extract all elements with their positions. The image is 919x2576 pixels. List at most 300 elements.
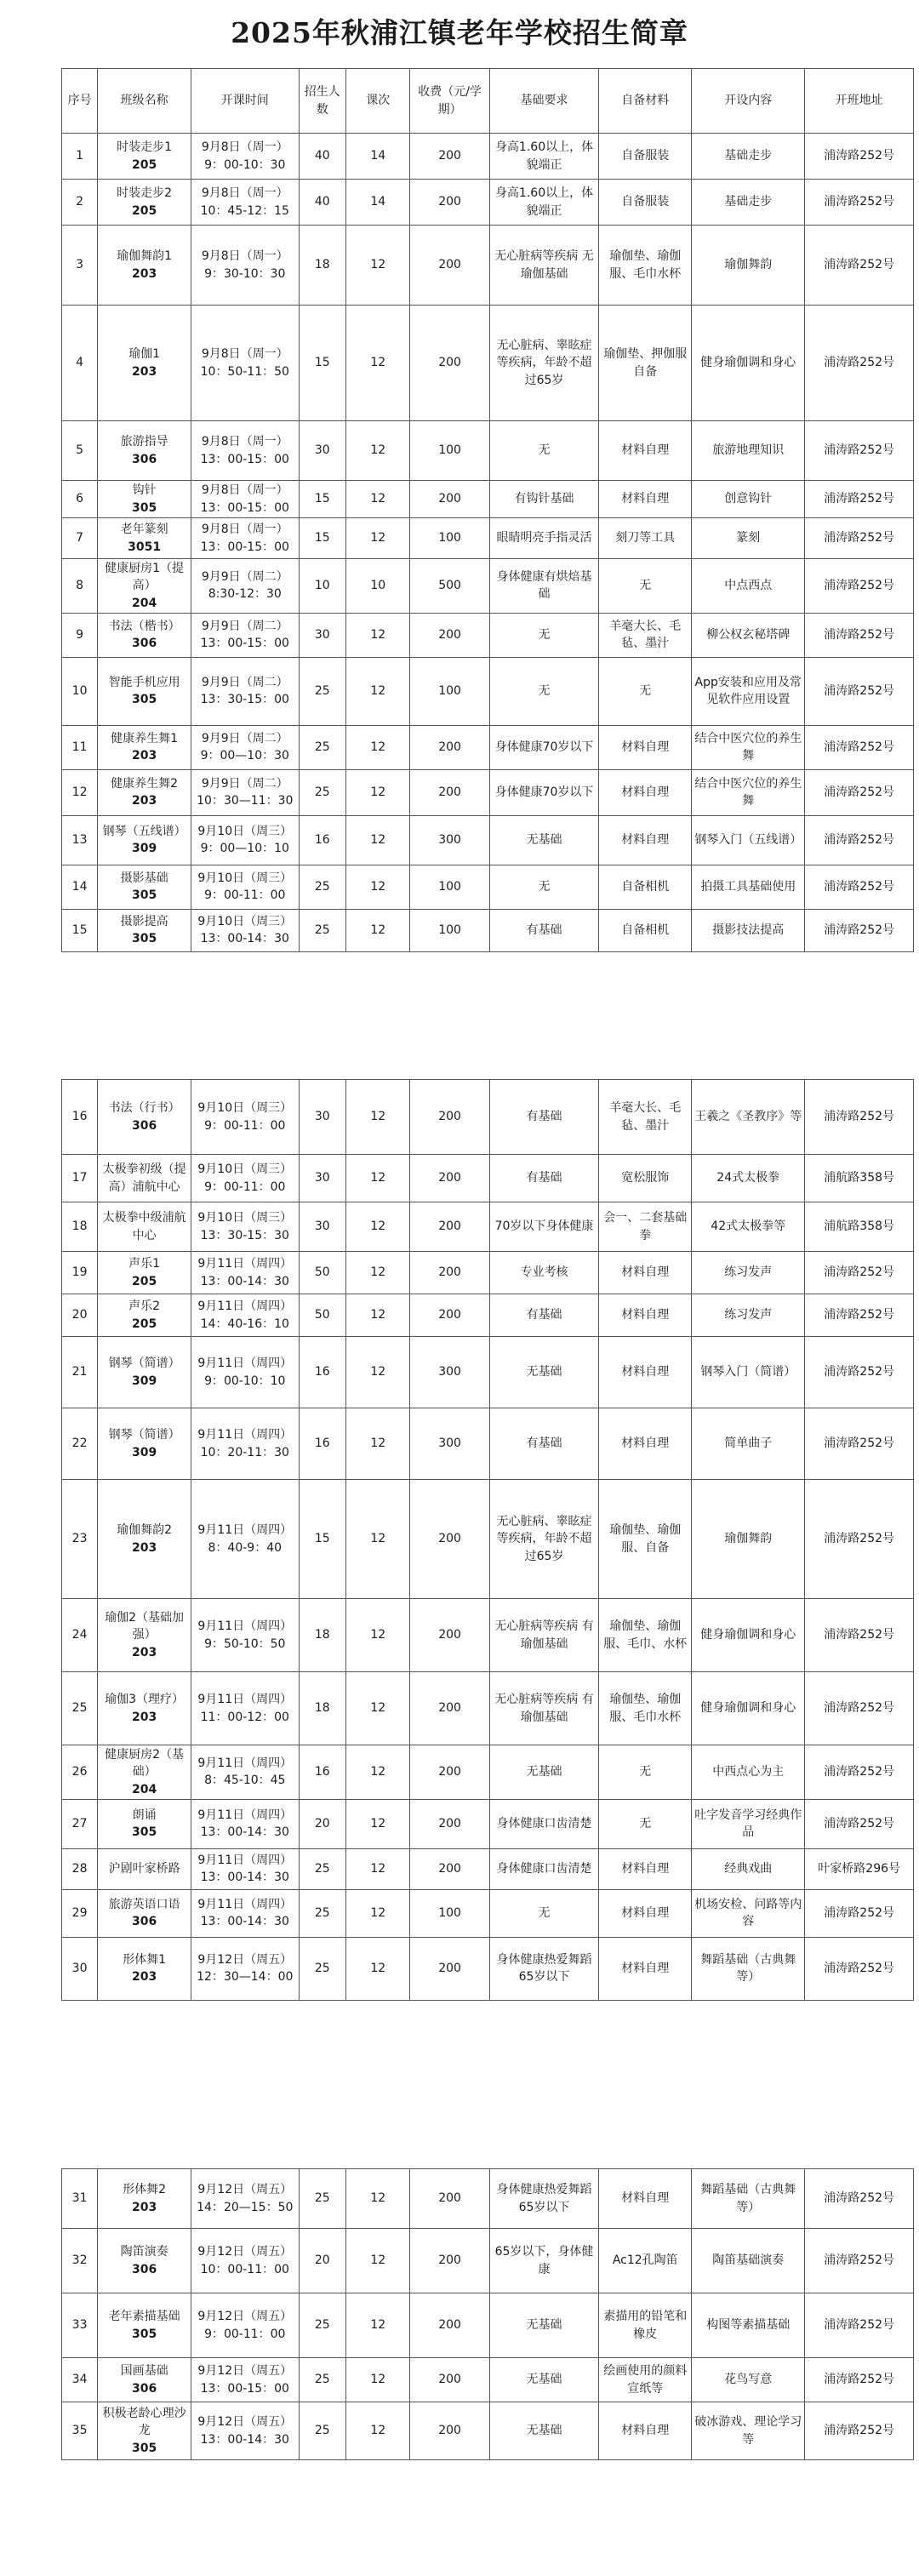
course-content-cell: 练习发声: [692, 1294, 805, 1337]
address-cell: 浦涛路252号: [805, 2293, 914, 2358]
enrollment-count-cell: 16: [299, 1337, 345, 1408]
class-room: 305: [131, 932, 157, 946]
class-name-cell: [98, 865, 191, 909]
class-name: 智能手机应用: [108, 676, 180, 690]
column-header-session-count: 课次: [346, 69, 410, 134]
enrollment-count-cell: 16: [299, 1408, 345, 1480]
course-content-cell: 旅游地理知识: [692, 421, 805, 481]
address-cell: 浦涛路252号: [805, 2169, 914, 2229]
start-date: 9月12日（周五）: [197, 2183, 293, 2197]
class-name-cell: [98, 1408, 191, 1480]
row-number-cell: 4: [62, 306, 98, 421]
requirements-cell: 无: [489, 421, 599, 481]
class-name-cell: [98, 1202, 191, 1252]
requirements-cell: 无基础: [489, 1745, 599, 1800]
class-room: 203: [131, 1645, 157, 1659]
requirements-cell: 身高1.60以上，体貌端正: [489, 134, 599, 180]
class-name: 声乐1: [128, 1257, 161, 1271]
materials-cell: 羊毫大长、毛毡、墨汁: [599, 1080, 692, 1155]
class-name-cell: [98, 180, 191, 226]
course-content-cell: 练习发声: [692, 1252, 805, 1294]
start-date: 9月8日（周一）: [201, 483, 288, 498]
materials-cell: 无: [599, 657, 692, 725]
class-name-cell: [98, 1799, 191, 1848]
class-room: 306: [131, 2381, 157, 2396]
enrollment-count-cell: 15: [299, 518, 345, 559]
class-room: 309: [131, 1445, 157, 1459]
course-content-cell: 简单曲子: [692, 1408, 805, 1480]
materials-cell: 材料自理: [599, 481, 692, 518]
class-name: 老年素描基础: [108, 2310, 180, 2324]
course-content-cell: 42式太极拳等: [692, 1202, 805, 1252]
enrollment-count-cell: 25: [299, 657, 345, 725]
enrollment-count-cell: 18: [299, 226, 345, 306]
table-row: [62, 865, 914, 909]
requirements-cell: 无基础: [489, 2293, 599, 2358]
class-name-cell: [98, 1889, 191, 1937]
course-content-cell: 基础走步: [692, 134, 805, 180]
table-row: [62, 909, 914, 951]
class-room: 305: [131, 888, 157, 903]
table-row: [62, 1599, 914, 1672]
session-count-cell: 12: [346, 421, 410, 481]
fee-cell: 200: [410, 2293, 489, 2358]
address-cell: 浦涛路252号: [805, 1337, 914, 1408]
materials-cell: 绘画使用的颜料宣纸等: [599, 2358, 692, 2402]
class-room: 306: [131, 1118, 157, 1133]
enrollment-count-cell: 30: [299, 1080, 345, 1155]
materials-cell: 自备相机: [599, 865, 692, 909]
class-name-cell: [98, 815, 191, 865]
start-time-cell: [191, 1848, 300, 1889]
requirements-cell: 无基础: [489, 1337, 599, 1408]
class-name: 健康养生舞1: [111, 732, 179, 746]
start-time-cell: [191, 1480, 300, 1599]
table-row: [62, 421, 914, 481]
requirements-cell: 70岁以下身体健康: [489, 1202, 599, 1252]
session-count-cell: 12: [346, 1252, 410, 1294]
start-time: 13：00-15：00: [200, 2381, 289, 2396]
class-name: 太极拳初级（提高）浦航中心: [102, 1162, 186, 1194]
class-name-cell: [98, 725, 191, 769]
row-number-cell: 22: [62, 1408, 98, 1480]
class-room: 203: [131, 2200, 157, 2214]
course-content-cell: 陶笛基础演奏: [692, 2229, 805, 2293]
course-content-cell: 摄影技法提高: [692, 909, 805, 951]
materials-cell: Ac12孔陶笛: [599, 2229, 692, 2293]
course-content-cell: 吐字发音学习经典作品: [692, 1799, 805, 1848]
row-number-cell: 16: [62, 1080, 98, 1155]
row-number-cell: 28: [62, 1848, 98, 1889]
class-name-cell: [98, 134, 191, 180]
fee-cell: 200: [410, 134, 489, 180]
fee-cell: 200: [410, 306, 489, 421]
table-row: [62, 1672, 914, 1745]
table-row: [62, 180, 914, 226]
fee-cell: 200: [410, 226, 489, 306]
course-content-cell: 拍摄工具基础使用: [692, 865, 805, 909]
enrollment-count-cell: 25: [299, 909, 345, 951]
course-content-cell: 瑜伽舞韵: [692, 226, 805, 306]
fee-cell: 300: [410, 815, 489, 865]
session-count-cell: 12: [346, 769, 410, 815]
start-date: 9月11日（周四）: [197, 1619, 293, 1634]
session-count-cell: 14: [346, 134, 410, 180]
start-time: 8：40-9：40: [208, 1540, 283, 1555]
course-content-cell: 结合中医穴位的养生舞: [692, 725, 805, 769]
class-room: 203: [131, 1970, 157, 1985]
class-name: 健康厨房2（基础）: [105, 1748, 185, 1779]
start-date: 9月8日（周一）: [201, 347, 288, 362]
materials-cell: 材料自理: [599, 769, 692, 815]
table-row: [62, 1408, 914, 1480]
class-name-cell: [98, 2229, 191, 2293]
class-name-cell: [98, 2293, 191, 2358]
start-time-cell: [191, 613, 300, 657]
class-name-cell: [98, 1937, 191, 2000]
address-cell: 浦涛路252号: [805, 1889, 914, 1937]
start-time: 9：30-10：30: [204, 266, 286, 281]
start-date: 9月11日（周四）: [197, 1853, 293, 1868]
requirements-cell: 无基础: [489, 2358, 599, 2402]
start-time-cell: [191, 518, 300, 559]
requirements-cell: 身体健康有烘焙基础: [489, 559, 599, 614]
start-date: 9月11日（周四）: [197, 1523, 293, 1538]
fee-cell: 200: [410, 1480, 489, 1599]
materials-cell: 材料自理: [599, 815, 692, 865]
class-room: 204: [131, 1782, 157, 1796]
start-date: 9月9日（周二）: [201, 570, 288, 585]
start-date: 9月11日（周四）: [197, 1898, 293, 1912]
start-time: 14：40-16：10: [200, 1317, 289, 1331]
start-date: 9月11日（周四）: [197, 1428, 293, 1442]
course-content-cell: 经典戏曲: [692, 1848, 805, 1889]
class-name: 国画基础: [120, 2364, 168, 2379]
class-name: 时装走步1: [117, 140, 173, 155]
table-row: [62, 134, 914, 180]
start-time: 9：00—10：30: [200, 749, 289, 763]
row-number-cell: 3: [62, 226, 98, 306]
table-row: [62, 1480, 914, 1599]
address-cell: 浦涛路252号: [805, 1745, 914, 1800]
session-count-cell: 12: [346, 909, 410, 951]
address-cell: 浦涛路252号: [805, 1672, 914, 1745]
class-name-cell: [98, 909, 191, 951]
session-count-cell: 12: [346, 1202, 410, 1252]
fee-cell: 300: [410, 1408, 489, 1480]
requirements-cell: 无基础: [489, 815, 599, 865]
fee-cell: 200: [410, 1155, 489, 1202]
table-row: [62, 1745, 914, 1800]
materials-cell: 材料自理: [599, 1937, 692, 2000]
fee-cell: 200: [410, 1252, 489, 1294]
start-time-cell: [191, 180, 300, 226]
table-row: [62, 657, 914, 725]
class-name-cell: [98, 518, 191, 559]
materials-cell: 自备相机: [599, 909, 692, 951]
class-room: 306: [131, 637, 157, 651]
start-date: 9月12日（周五）: [197, 1953, 293, 1968]
course-content-cell: 钢琴入门（五线谱）: [692, 815, 805, 865]
table-header-row: [62, 69, 914, 134]
class-name: 陶笛演奏: [120, 2245, 168, 2259]
class-room: 203: [131, 364, 157, 379]
row-number-cell: 17: [62, 1155, 98, 1202]
materials-cell: 瑜伽垫、瑜伽服、毛巾水杯: [599, 226, 692, 306]
table-row: [62, 481, 914, 518]
start-time: 10：45-12：15: [200, 203, 289, 218]
class-name-cell: [98, 657, 191, 725]
class-name: 老年篆刻: [120, 523, 168, 537]
enrollment-count-cell: 25: [299, 2169, 345, 2229]
class-name-cell: [98, 1155, 191, 1202]
class-room: 305: [131, 2441, 157, 2455]
table-row: [62, 725, 914, 769]
enrollment-count-cell: 18: [299, 1672, 345, 1745]
session-count-cell: 12: [346, 1294, 410, 1337]
table-row: [62, 1294, 914, 1337]
requirements-cell: 无: [489, 657, 599, 725]
class-room: 203: [131, 266, 157, 281]
session-count-cell: 12: [346, 1480, 410, 1599]
address-cell: 浦涛路252号: [805, 1799, 914, 1848]
start-time-cell: [191, 1599, 300, 1672]
enrollment-count-cell: 40: [299, 180, 345, 226]
class-room: 306: [131, 2262, 157, 2276]
address-cell: 浦涛路252号: [805, 518, 914, 559]
row-number-cell: 25: [62, 1672, 98, 1745]
start-time: 13：00-14：30: [200, 932, 289, 946]
fee-cell: 200: [410, 2402, 489, 2460]
materials-cell: 瑜伽垫、押伽服自备: [599, 306, 692, 421]
materials-cell: 材料自理: [599, 2402, 692, 2460]
requirements-cell: 65岁以下，身体健康: [489, 2229, 599, 2293]
start-date: 9月8日（周一）: [201, 435, 288, 449]
start-time-cell: [191, 306, 300, 421]
start-time-cell: [191, 481, 300, 518]
course-content-cell: 健身瑜伽调和身心: [692, 1599, 805, 1672]
page-title: 2025年秋浦江镇老年学校招生简章: [231, 16, 688, 49]
address-cell: 浦涛路252号: [805, 725, 914, 769]
materials-cell: 羊毫大长、毛毡、墨汁: [599, 613, 692, 657]
address-cell: 浦涛路252号: [805, 2358, 914, 2402]
table-row: [62, 1202, 914, 1252]
course-content-cell: 破冰游戏、理论学习等: [692, 2402, 805, 2460]
row-number-cell: 35: [62, 2402, 98, 2460]
fee-cell: 200: [410, 1745, 489, 1800]
class-name: 健康养生舞2: [111, 777, 179, 791]
start-time-cell: [191, 1080, 300, 1155]
start-time: 9：00-10：30: [204, 157, 286, 172]
table-row: [62, 306, 914, 421]
requirements-cell: 无心脏病等疾病 无瑜伽基础: [489, 226, 599, 306]
class-name-cell: [98, 1294, 191, 1337]
fee-cell: 200: [410, 769, 489, 815]
course-content-cell: 创意钩针: [692, 481, 805, 518]
address-cell: 浦涛路252号: [805, 1408, 914, 1480]
course-content-cell: 24式太极拳: [692, 1155, 805, 1202]
address-cell: 浦涛路252号: [805, 909, 914, 951]
start-time-cell: [191, 1889, 300, 1937]
column-header-enrollment-count: 招生人数: [299, 69, 345, 134]
address-cell: 浦涛路252号: [805, 1937, 914, 2000]
session-count-cell: 12: [346, 1848, 410, 1889]
course-content-cell: 机场安检、问路等内容: [692, 1889, 805, 1937]
requirements-cell: 身体健康热爱舞蹈65岁以下: [489, 2169, 599, 2229]
class-name-cell: [98, 613, 191, 657]
class-name-cell: [98, 559, 191, 614]
start-time: 8:30-12：30: [208, 587, 282, 602]
fee-cell: 500: [410, 559, 489, 614]
start-time: 9：00—10：10: [200, 842, 289, 856]
class-name: 钩针: [132, 483, 157, 498]
class-name-cell: [98, 1480, 191, 1599]
table-row: [62, 2229, 914, 2293]
column-header-class-name: 班级名称: [98, 69, 191, 134]
row-number-cell: 26: [62, 1745, 98, 1800]
start-time: 13：00-15：00: [200, 452, 289, 466]
session-count-cell: 12: [346, 725, 410, 769]
address-cell: 叶家桥路296号: [805, 1848, 914, 1889]
session-count-cell: 12: [346, 481, 410, 518]
table-row: [62, 769, 914, 815]
row-number-cell: 13: [62, 815, 98, 865]
start-date: 9月11日（周四）: [197, 1257, 293, 1271]
materials-cell: 材料自理: [599, 725, 692, 769]
column-header-fee: 收费（元/学期）: [410, 69, 489, 134]
enrollment-count-cell: 15: [299, 481, 345, 518]
materials-cell: 无: [599, 559, 692, 614]
fee-cell: 200: [410, 1599, 489, 1672]
start-date: 9月8日（周一）: [201, 249, 288, 264]
materials-cell: 会一、二套基础拳: [599, 1202, 692, 1252]
course-content-cell: 舞蹈基础（古典舞等）: [692, 1937, 805, 2000]
class-room: 204: [131, 596, 157, 610]
column-header-start-time: 开课时间: [191, 69, 300, 134]
start-time: 9：50-10：50: [204, 1636, 286, 1651]
enrollment-count-cell: 20: [299, 2229, 345, 2293]
requirements-cell: 无心脏病、睾眩症等疾病，年龄不超过65岁: [489, 1480, 599, 1599]
row-number-cell: 18: [62, 1202, 98, 1252]
start-date: 9月11日（周四）: [197, 1299, 293, 1314]
start-time-cell: [191, 2169, 300, 2229]
fee-cell: 200: [410, 1202, 489, 1252]
address-cell: 浦涛路252号: [805, 180, 914, 226]
class-name-cell: [98, 306, 191, 421]
start-time-cell: [191, 559, 300, 614]
class-name-cell: [98, 1252, 191, 1294]
row-number-cell: 29: [62, 1889, 98, 1937]
class-name: 钢琴（五线谱）: [102, 825, 186, 839]
fee-cell: 200: [410, 180, 489, 226]
start-date: 9月12日（周五）: [197, 2364, 293, 2379]
start-time: 10：50-11：50: [200, 364, 289, 379]
address-cell: 浦涛路252号: [805, 865, 914, 909]
start-time: 10：00-11：00: [200, 2262, 289, 2276]
start-time-cell: [191, 657, 300, 725]
course-content-cell: 舞蹈基础（古典舞等）: [692, 2169, 805, 2229]
address-cell: 浦涛路252号: [805, 421, 914, 481]
fee-cell: 100: [410, 909, 489, 951]
class-name: 钢琴（简谱）: [108, 1428, 180, 1442]
class-name-cell: [98, 1337, 191, 1408]
start-date: 9月10日（周三）: [197, 1101, 293, 1116]
enrollment-count-cell: 15: [299, 306, 345, 421]
session-count-cell: 12: [346, 865, 410, 909]
start-time: 9：00-11：00: [204, 1118, 286, 1133]
requirements-cell: 无: [489, 865, 599, 909]
class-name: 钢琴（简谱）: [108, 1357, 180, 1371]
class-name: 摄影基础: [120, 871, 168, 886]
start-date: 9月10日（周三）: [197, 915, 293, 929]
fee-cell: 200: [410, 2229, 489, 2293]
table-row: [62, 1080, 914, 1155]
course-content-cell: 瑜伽舞韵: [692, 1480, 805, 1599]
materials-cell: 材料自理: [599, 421, 692, 481]
enrollment-count-cell: 16: [299, 1745, 345, 1800]
requirements-cell: 身体健康口齿清楚: [489, 1799, 599, 1848]
start-date: 9月11日（周四）: [197, 1693, 293, 1707]
class-name-cell: [98, 481, 191, 518]
start-date: 9月9日（周二）: [201, 777, 288, 791]
start-time-cell: [191, 1155, 300, 1202]
start-date: 9月12日（周五）: [197, 2415, 293, 2430]
class-name: 形体舞1: [123, 1953, 167, 1968]
fee-cell: 200: [410, 1294, 489, 1337]
requirements-cell: 身体健康70岁以下: [489, 725, 599, 769]
row-number-cell: 12: [62, 769, 98, 815]
materials-cell: 刻刀等工具: [599, 518, 692, 559]
session-count-cell: 14: [346, 180, 410, 226]
row-number-cell: 19: [62, 1252, 98, 1294]
start-time: 9：00-11：00: [204, 2327, 286, 2341]
start-date: 9月9日（周二）: [201, 676, 288, 690]
start-time: 8：45-10：45: [204, 1773, 286, 1788]
requirements-cell: 身体健康口齿清楚: [489, 1848, 599, 1889]
course-content-cell: 中点西点: [692, 559, 805, 614]
start-time: 9：00-11：00: [204, 1179, 286, 1194]
class-room: 203: [131, 794, 157, 808]
start-time-cell: [191, 2358, 300, 2402]
class-name: 朗诵: [132, 1808, 157, 1823]
column-header-course-content: 开设内容: [692, 69, 805, 134]
fee-cell: 100: [410, 421, 489, 481]
course-content-cell: 柳公权玄秘塔碑: [692, 613, 805, 657]
enrollment-count-cell: 20: [299, 1799, 345, 1848]
session-count-cell: 12: [346, 1937, 410, 2000]
start-time: 11：00-12：00: [200, 1710, 289, 1724]
address-cell: 浦涛路252号: [805, 1294, 914, 1337]
requirements-cell: 无心脏病等疾病 有瑜伽基础: [489, 1672, 599, 1745]
start-time-cell: [191, 1745, 300, 1800]
requirements-cell: 有基础: [489, 909, 599, 951]
address-cell: 浦航路358号: [805, 1202, 914, 1252]
row-number-cell: 6: [62, 481, 98, 518]
fee-cell: 100: [410, 865, 489, 909]
class-name-cell: [98, 2169, 191, 2229]
start-time-cell: [191, 865, 300, 909]
course-content-cell: 基础走步: [692, 180, 805, 226]
course-content-cell: 健身瑜伽调和身心: [692, 1672, 805, 1745]
start-time: 13：30-15：30: [200, 1228, 289, 1242]
start-date: 9月12日（周五）: [197, 2310, 293, 2324]
enrollment-count-cell: 50: [299, 1252, 345, 1294]
start-time-cell: [191, 1799, 300, 1848]
enrollment-count-cell: 25: [299, 1848, 345, 1889]
enrollment-count-cell: 10: [299, 559, 345, 614]
enrollment-count-cell: 30: [299, 613, 345, 657]
class-name: 旅游英语口语: [108, 1898, 180, 1912]
